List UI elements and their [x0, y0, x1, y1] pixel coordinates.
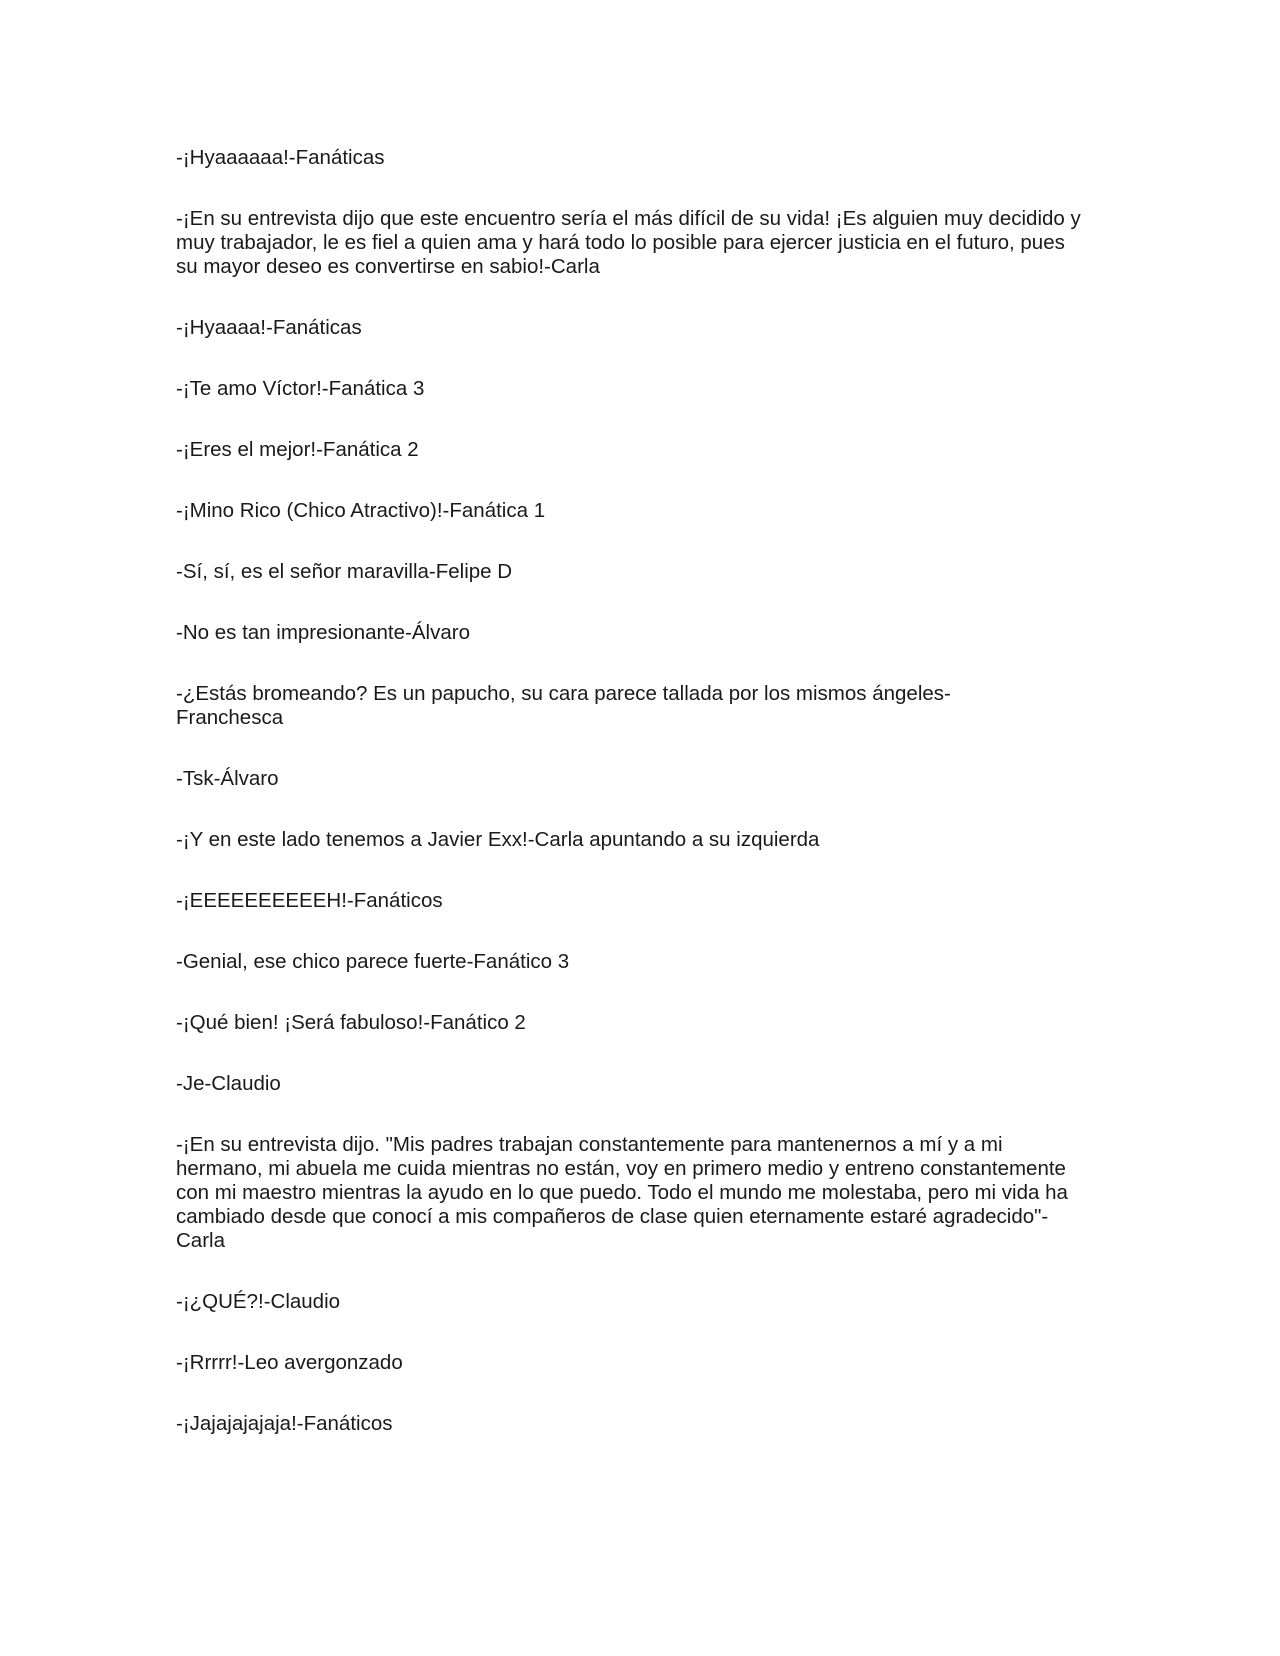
dialogue-line: -¡En su entrevista dijo. "Mis padres trabajan constantemente para mantenernos a mí y a mi hermano, mi abuela me cuida mientras no están, voy en primero medio y entreno constantemente con mi maestro mientras la ayudo en lo que puedo. Todo el mundo me molestaba, pero mi vida ha cambiado desde que conocí a mis compañeros de clase quien eternamente estaré agradecido"- Carla [176, 1133, 1068, 1252]
dialogue-line: -¡Mino Rico (Chico Atractivo)!-Fanática 1 [176, 499, 546, 522]
dialogue-line: -¡Y en este lado tenemos a Javier Exx!-Carla apuntando a su izquierda [176, 828, 820, 851]
dialogue-line: -Sí, sí, es el señor maravilla-Felipe D [176, 560, 513, 583]
dialogue-line: -¡Jajajajajaja!-Fanáticos [176, 1412, 393, 1435]
dialogue-line: -¿Estás bromeando? Es un papucho, su cara parece tallada por los mismos ángeles- Franchesca [176, 682, 951, 729]
dialogue-line: -¡Qué bien! ¡Será fabuloso!-Fanático 2 [176, 1011, 526, 1034]
dialogue-line: -No es tan impresionante-Álvaro [176, 621, 470, 644]
dialogue-line: -¡Hyaaaa!-Fanáticas [176, 316, 362, 339]
dialogue-line: -¡Hyaaaaaa!-Fanáticas [176, 146, 385, 169]
document-body [176, 146, 1104, 1473]
dialogue-line: -¡¿QUÉ?!-Claudio [176, 1290, 341, 1313]
dialogue-line: -¡Te amo Víctor!-Fanática 3 [176, 377, 425, 400]
dialogue-line: -Je-Claudio [176, 1072, 281, 1095]
dialogue-line: -¡Rrrrr!-Leo avergonzado [176, 1351, 403, 1374]
dialogue-line: -¡EEEEEEEEEEH!-Fanáticos [176, 889, 443, 912]
dialogue-line: -¡Eres el mejor!-Fanática 2 [176, 438, 419, 461]
dialogue-line: -¡En su entrevista dijo que este encuentro sería el más difícil de su vida! ¡Es alguien muy decidido y muy trabajador, le es fiel a quien ama y hará todo lo posible para ejercer justicia en el futuro, pues su mayor deseo es convertirse en sabio!-Carla [176, 207, 1081, 278]
dialogue-line: -Tsk-Álvaro [176, 767, 279, 790]
dialogue-line: -Genial, ese chico parece fuerte-Fanático 3 [176, 950, 570, 973]
